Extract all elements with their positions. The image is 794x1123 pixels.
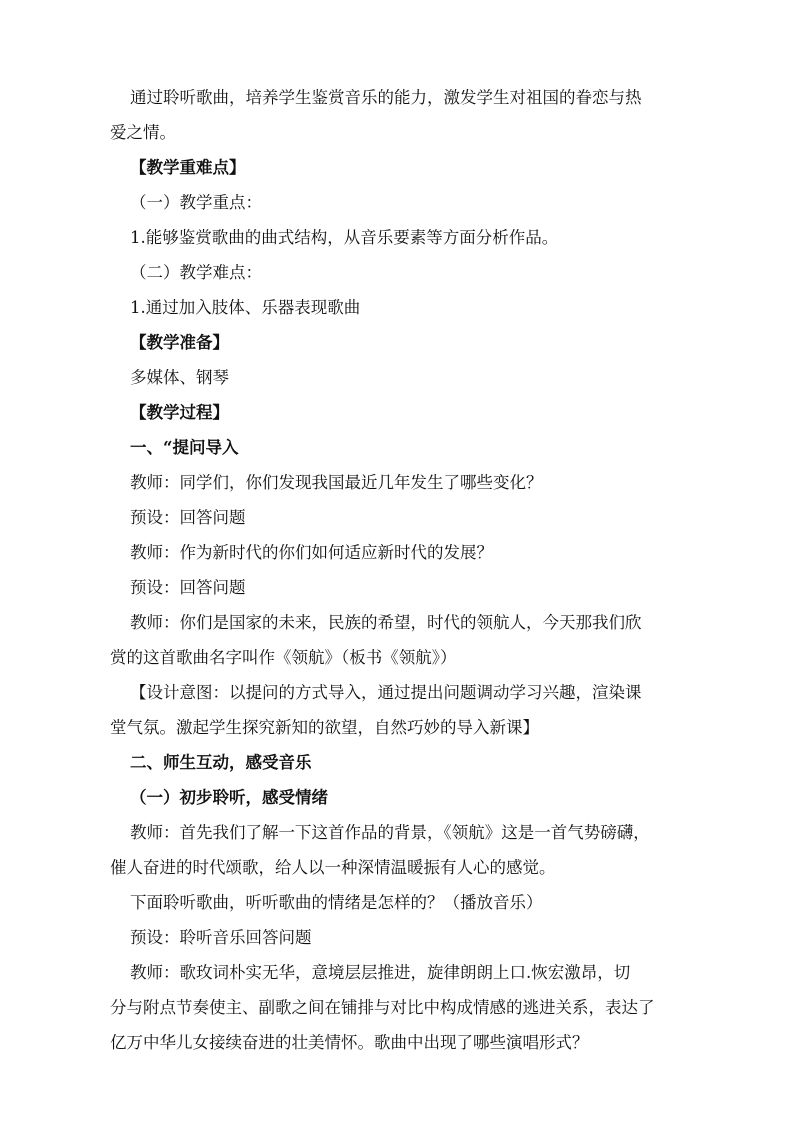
dialogue-line: 预设：聆听音乐回答问题: [130, 928, 312, 947]
paragraph-line: 下面聆听歌曲，听听歌曲的情绪是怎样的？（播放音乐）: [130, 893, 543, 912]
section-heading: 【教学重难点】: [130, 158, 246, 177]
design-intent-line: 【设计意图：以提问的方式导入，通过提出问题调动学习兴趣，渲染课: [130, 683, 642, 702]
paragraph-line: 1.能够鉴赏歌曲的曲式结构，从音乐要素等方面分析作品。: [130, 228, 559, 247]
paragraph-line: 多媒体、钢琴: [130, 368, 229, 387]
paragraph-line: 通过聆听歌曲，培养学生鉴赏音乐的能力，激发学生对祖国的眷恋与热: [130, 88, 642, 107]
section-heading: 【教学准备】: [130, 333, 229, 352]
document-body: [110, 80, 710, 1060]
dialogue-line: 分与附点节奏使主、副歌之间在铺排与对比中构成情感的逃进关系，表达了: [110, 998, 655, 1017]
design-intent-line: 堂气氛。激起学生探究新知的欲望，自然巧妙的导入新课】: [110, 718, 539, 737]
dialogue-line: 催人奋进的时代颂歌，给人以一种深情温暖振有人心的感觉。: [110, 858, 556, 877]
subsection-heading: （一）教学重点：: [130, 193, 262, 212]
subsection-heading: 一、“提问导入: [130, 438, 239, 457]
paragraph-line: 爱之情。: [110, 123, 176, 142]
dialogue-line: 教师：你们是国家的未来，民族的希望，时代的领航人，今天那我们欣: [130, 613, 642, 632]
dialogue-line: 亿万中华儿女接续奋进的壮美情怀。歌曲中出现了哪些演唱形式？: [110, 1033, 589, 1052]
section-heading: 【教学过程】: [130, 403, 229, 422]
dialogue-line: 教师：首先我们了解一下这首作品的背景，《领航》这是一首气势磅礴，: [130, 823, 650, 842]
subsection-heading: （二）教学难点：: [130, 263, 262, 282]
dialogue-line: 教师：同学们，你们发现我国最近几年发生了哪些变化？: [130, 473, 543, 492]
dialogue-line: 赏的这首歌曲名字叫作《领航》（板书《领航》）: [110, 648, 457, 667]
dialogue-line: 预设：回答问题: [130, 578, 246, 597]
paragraph-line: 1.通过加入肢体、乐器表现歌曲: [130, 298, 361, 317]
dialogue-line: 预设：回答问题: [130, 508, 246, 527]
dialogue-line: 教师：歌玫词朴实无华，意境层层推进，旋律朗朗上口.恢宏激昂，切: [130, 963, 631, 982]
subsection-heading: （一）初步聆听，感受情绪: [130, 788, 328, 807]
subsection-heading: 二、师生互动，感受音乐: [130, 753, 312, 772]
dialogue-line: 教师：作为新时代的你们如何适应新时代的发展？: [130, 543, 493, 562]
